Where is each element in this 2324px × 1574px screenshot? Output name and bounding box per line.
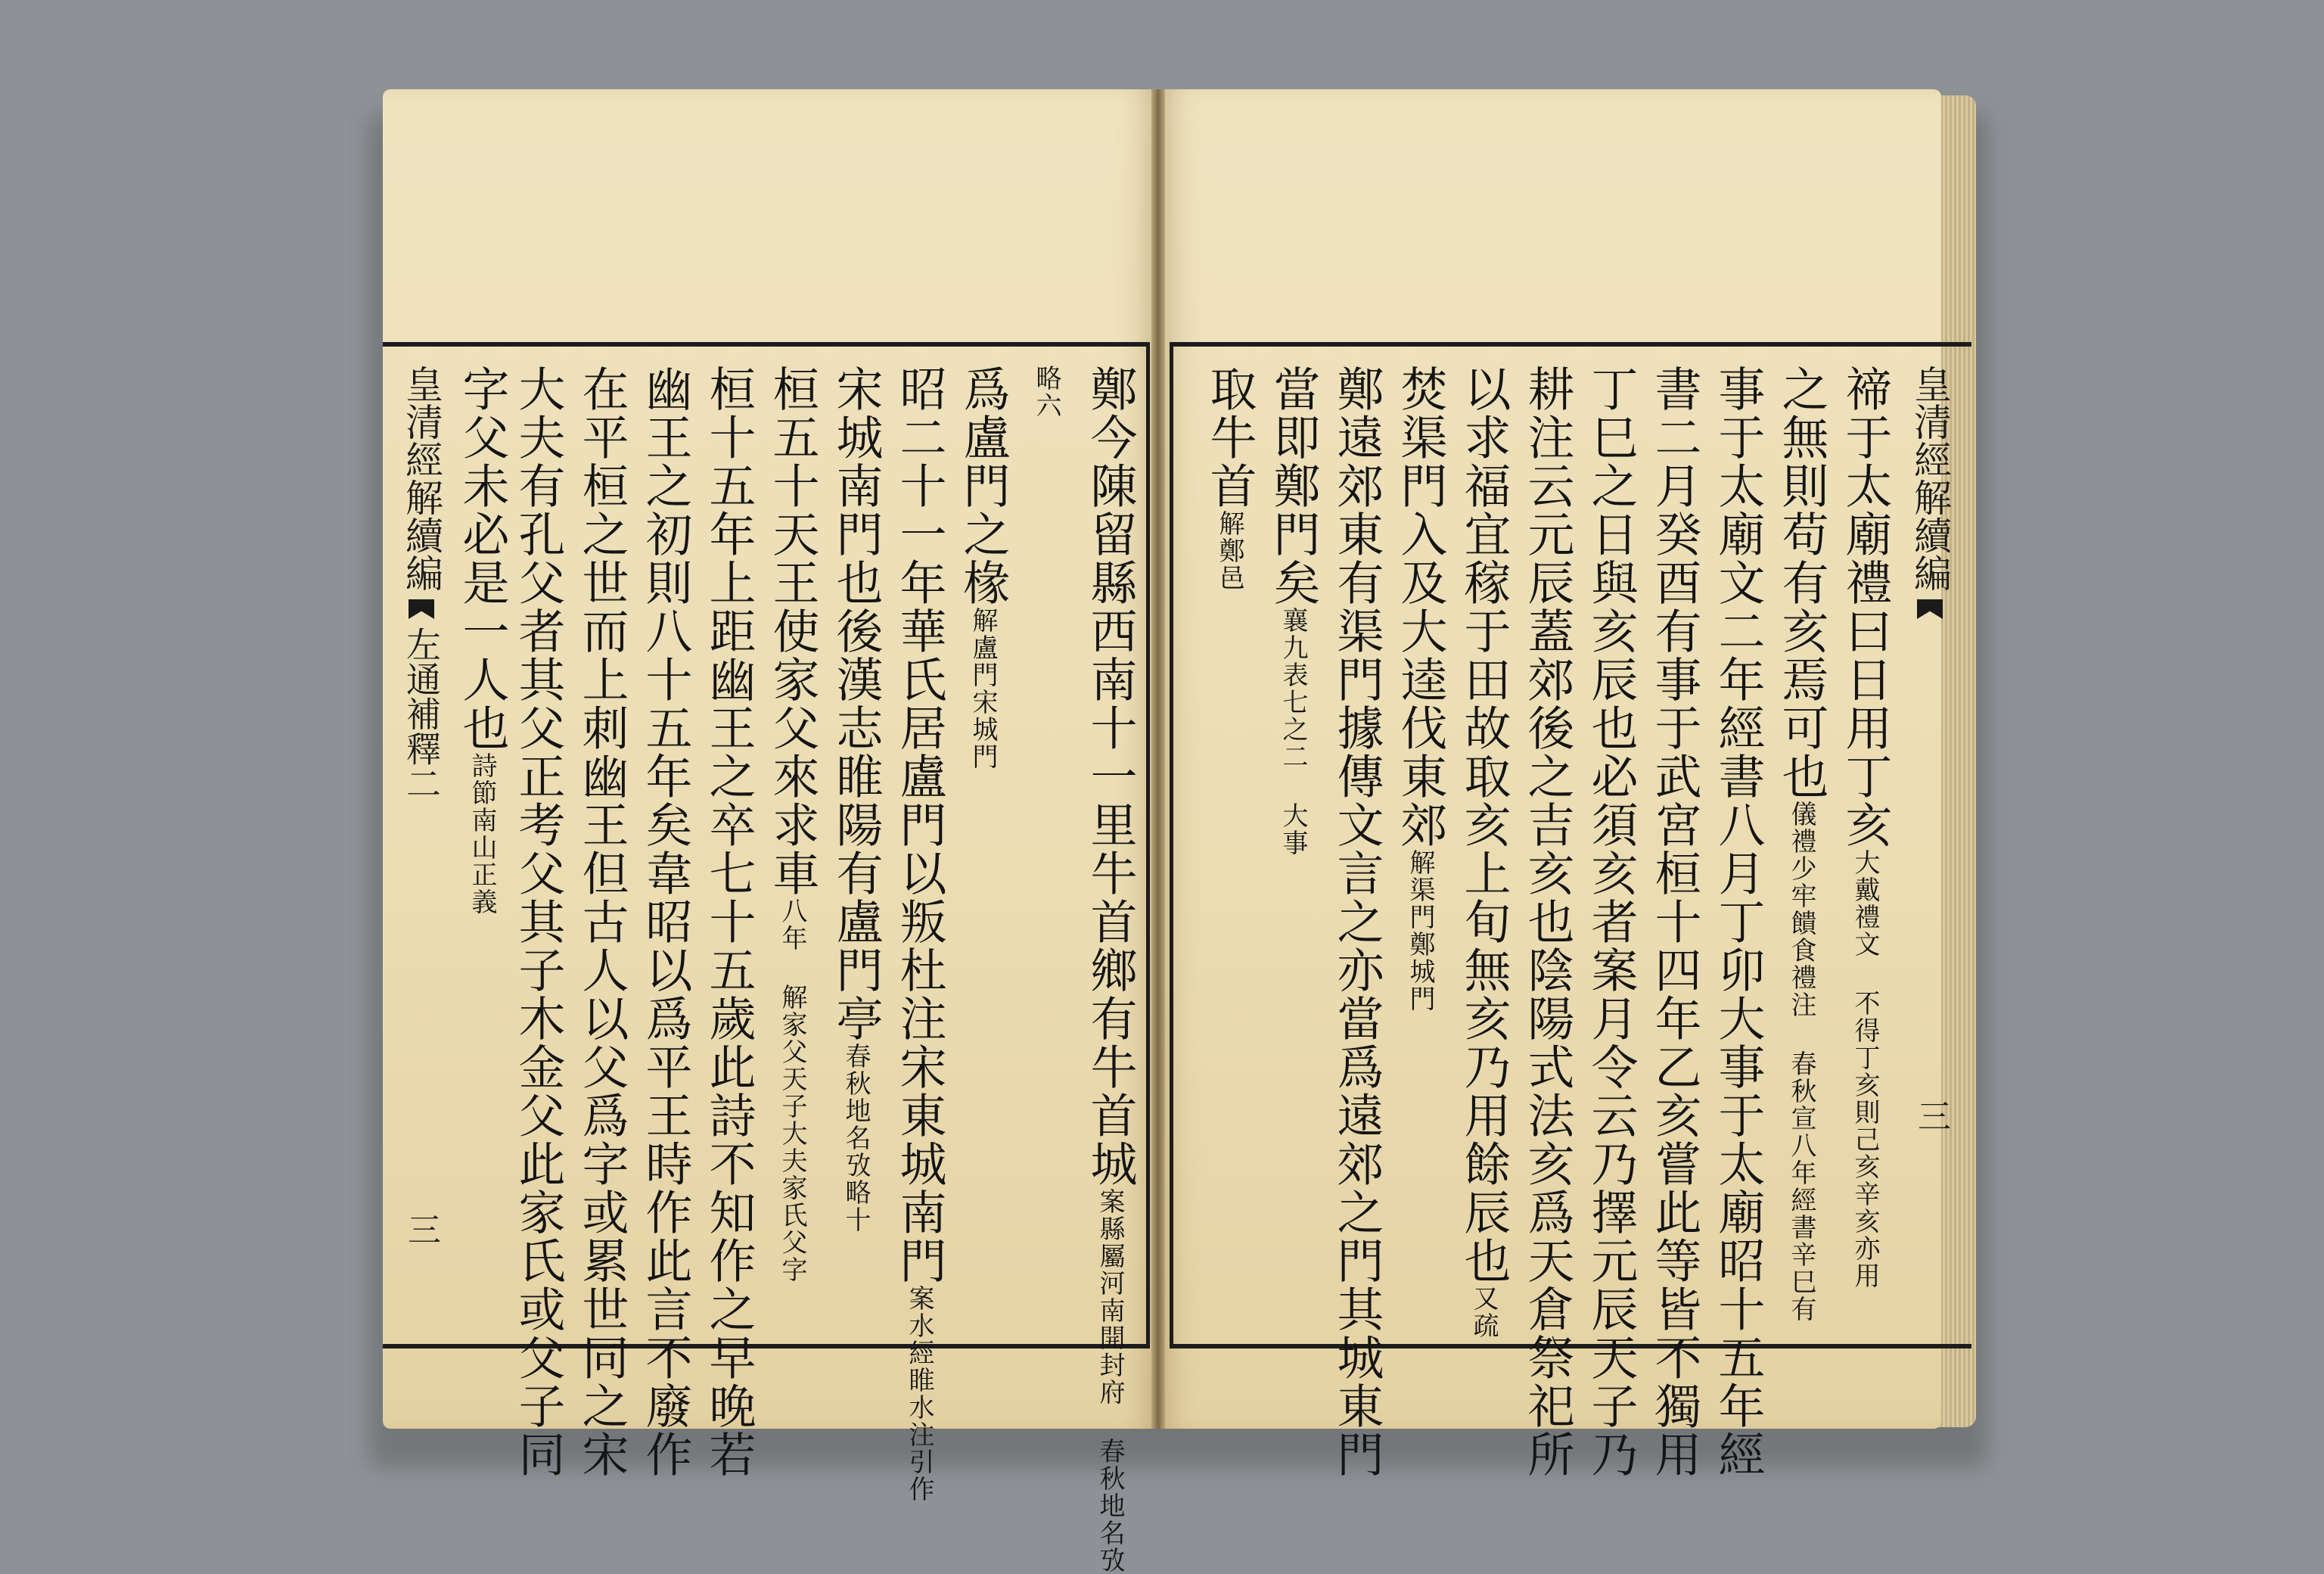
text-column: 丁巳之日與亥辰也必須亥者案月令云乃擇元辰天子乃 <box>1583 365 1639 1479</box>
left-top-rule <box>383 342 1150 347</box>
text-column: 略六 <box>1031 365 1061 419</box>
text-column: 桓十五年上距幽王之卒七十五歲此詩不知作之早晚若 <box>701 365 757 1479</box>
right-book-title: 皇清經解續編 <box>1908 365 1952 592</box>
left-book-title: 皇清經解續編 <box>399 365 443 592</box>
text-column: 爲盧門之椽解盧門宋城門 <box>955 365 1011 770</box>
book-gutter <box>1151 89 1165 1429</box>
right-page-number: 三 <box>1912 1099 1950 1132</box>
text-column: 幽王之初則八十五年矣韋昭以爲平王時作此言不廢作 <box>638 365 693 1479</box>
text-column: 在平桓之世而上刺幽王但古人以父爲字或累世同之宋 <box>574 365 629 1479</box>
right-inner-rule <box>1170 342 1173 1348</box>
text-column: 之無則苟有亥焉可也儀禮少牢饋食禮注 春秋宣八年經書辛巳有 <box>1774 365 1829 1323</box>
left-bottom-rule <box>383 1344 1150 1348</box>
right-text-frame <box>1170 342 1971 1479</box>
right-margin-title <box>1902 365 1955 1326</box>
left-page-number: 三 <box>402 1212 440 1246</box>
text-column: 禘于太廟禮曰日用丁亥大戴禮文 不得丁亥則己亥辛亥亦用 <box>1838 365 1893 1289</box>
text-column: 書二月癸酉有事于武宮桓十四年乙亥嘗此等皆不獨用 <box>1647 365 1702 1479</box>
text-column: 字父未必是一人也詩節南山正義 <box>455 365 510 916</box>
text-column: 取牛首解鄭邑 <box>1202 365 1257 592</box>
left-chapter-title: 左通補釋二 <box>401 627 442 801</box>
fishtail-mark <box>409 599 434 619</box>
left-text-frame <box>383 342 1150 1574</box>
text-column: 桓五十天王使家父來求車八年 解家父天子大夫家氏父字 <box>765 365 820 1283</box>
text-column: 當即鄭門矣襄九表七之二 大事 <box>1266 365 1321 857</box>
text-column: 事于太廟文二年經書八月丁卯大事于太廟昭十五年經 <box>1710 365 1766 1479</box>
right-top-rule <box>1170 342 1971 347</box>
left-margin-title <box>393 365 446 1326</box>
text-column: 以求福宜稼于田故取亥上旬無亥乃用餘辰也又疏 <box>1456 365 1512 1339</box>
text-column: 大夫有孔父者其父正考父其子木金父此家氏或父子同 <box>511 365 566 1479</box>
text-column: 鄭今陳留縣西南十一里牛首鄉有牛首城案縣屬河南開封府 春秋地名攷 <box>1083 365 1138 1574</box>
fishtail-mark <box>1917 599 1943 619</box>
left-inner-rule <box>1146 342 1150 1348</box>
text-column: 焚渠門入及大逵伐東郊解渠門鄭城門 <box>1393 365 1448 1013</box>
text-column: 昭二十一年華氏居盧門以叛杜注宋東城南門案水經睢水注引作 <box>892 365 947 1503</box>
text-column: 耕注云元辰蓋郊後之吉亥也陰陽式法亥爲天倉祭祀所 <box>1520 365 1575 1479</box>
text-column: 鄭遠郊東有渠門據傳文言之亦當爲遠郊之門其城東門 <box>1329 365 1384 1479</box>
text-column: 宋城南門也後漢志睢陽有盧門亭春秋地名攷略十 <box>828 365 884 1233</box>
